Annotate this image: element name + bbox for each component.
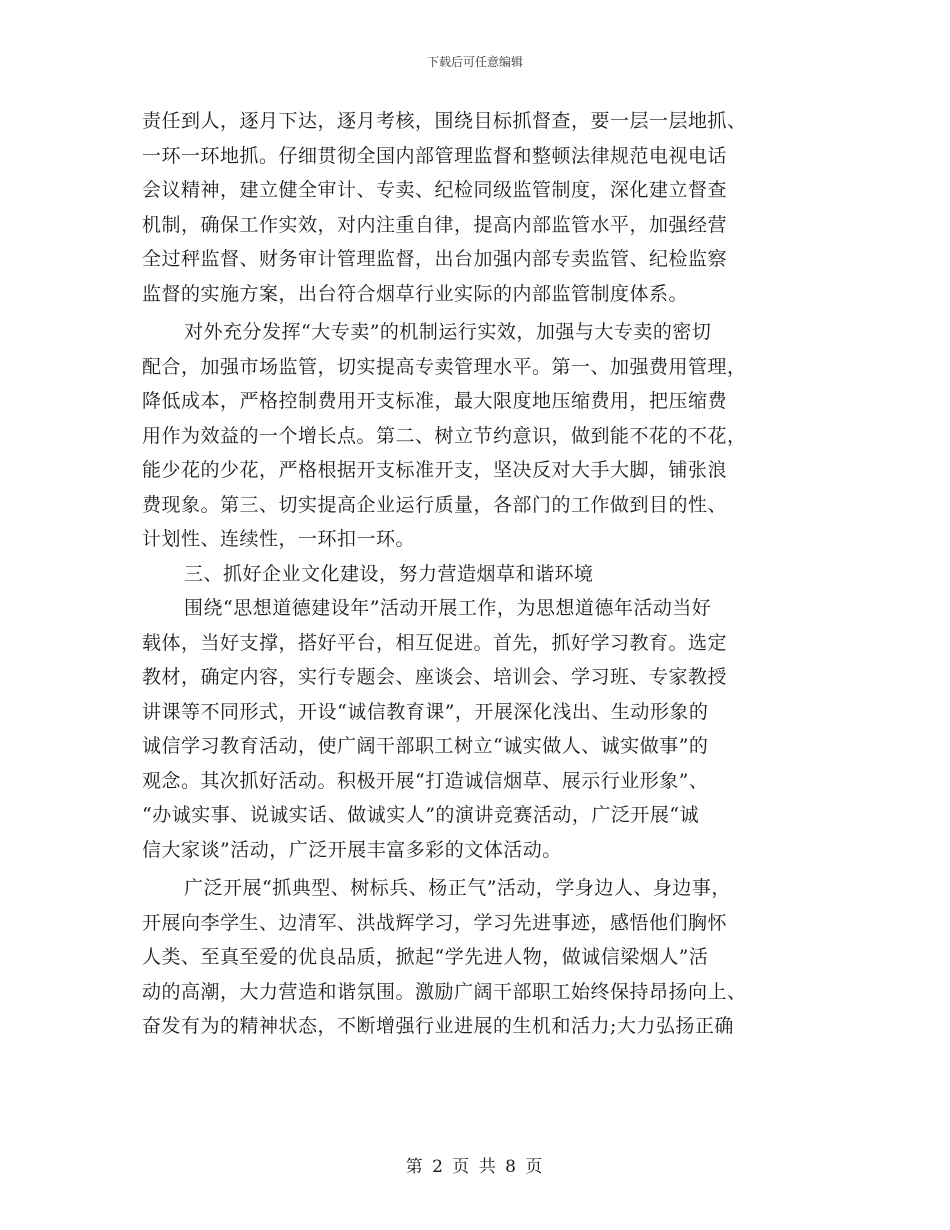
text-line: 监督的实施方案，出台符合烟草行业实际的内部监管制度体系。	[142, 282, 689, 305]
text-line: 开展向李学生、边清军、洪战辉学习，学习先进事迹，感悟他们胸怀	[142, 911, 728, 934]
text-line: 人类、至真至爱的优良品质，掀起“学先进人物，做诚信梁烟人”活	[142, 946, 709, 968]
page-header: 下载后可任意编辑	[426, 55, 523, 69]
paragraph-start-line: 广泛开展“抓典型、树标兵、杨正气”活动，学身边人、身边事，	[184, 877, 731, 899]
text-line: 会议精神，建立健全审计、专卖、纪检同级监管制度，深化建立督查	[142, 179, 728, 201]
text-line: 机制，确保工作实效，对内注重自律，提高内部监管水平，加强经营	[142, 213, 728, 236]
text-line: 降低成本，严格控制费用开支标准，最大限度地压缩费用，把压缩费	[142, 390, 728, 412]
paragraph-start-line: 围绕“思想道德建设年”活动开展工作，为思想道德年活动当好	[184, 597, 712, 619]
text-line: 费现象。第三、切实提高企业运行质量，各部门的工作做到目的性、	[142, 493, 728, 516]
text-line: 载体，当好支撑，搭好平台，相互促进。首先，抓好学习教育。选定	[142, 631, 728, 654]
text-line: 讲课等不同形式，开设“诚信教育课”，开展深化浅出、生动形象的	[142, 700, 709, 723]
text-line: 奋发有为的精神状态，不断增强行业进展的生机和活力;大力弘扬正确	[142, 1015, 734, 1037]
text-line: 配合，加强市场监管，切实提高专卖管理水平。第一、加强费用管理，	[142, 355, 747, 378]
text-line: 计划性、连续性，一环扣一环。	[142, 528, 416, 550]
text-line: 信大家谈”活动，广泛开展丰富多彩的文体活动。	[142, 838, 562, 861]
paragraph-start-line: 对外充分发挥“大专卖”的机制运行实效，加强与大专卖的密切	[184, 321, 712, 343]
text-line: 动的高潮，大力营造和谐氛围。激励广阔干部职工始终保持昂扬向上、	[142, 980, 747, 1003]
text-line: 能少花的少花，严格根据开支标准开支，坚决反对大手大脚，铺张浪	[142, 459, 728, 481]
text-line: 教材，确定内容，实行专题会、座谈会、培训会、学习班、专家教授	[142, 666, 728, 688]
text-line: 一环一环地抓。仔细贯彻全国内部管理监督和整顿法律规范电视电话	[142, 144, 728, 167]
text-line: 观念。其次抓好活动。积极开展“打造诚信烟草、展示行业形象”、	[142, 769, 709, 792]
text-line: 责任到人，逐月下达，逐月考核，围绕目标抓督查，要一层一层地抓、	[142, 110, 747, 132]
page-number-footer: 第 2 页 共 8 页	[405, 1157, 545, 1177]
text-line: “办诚实事、说诚实话、做诚实人”的演讲竞赛活动，广泛开展“诚	[142, 804, 700, 826]
text-line: 全过秤监督、财务审计管理监督，出台加强内部专卖监管、纪检监察	[142, 248, 728, 270]
document-body	[142, 104, 804, 1044]
text-line: 诚信学习教育活动，使广阔干部职工树立“诚实做人、诚实做事”的	[142, 735, 709, 757]
text-line: 用作为效益的一个增长点。第二、树立节约意识，做到能不花的不花，	[142, 424, 747, 447]
section-heading: 三、抓好企业文化建设，努力营造烟草和谐环境	[184, 562, 594, 585]
